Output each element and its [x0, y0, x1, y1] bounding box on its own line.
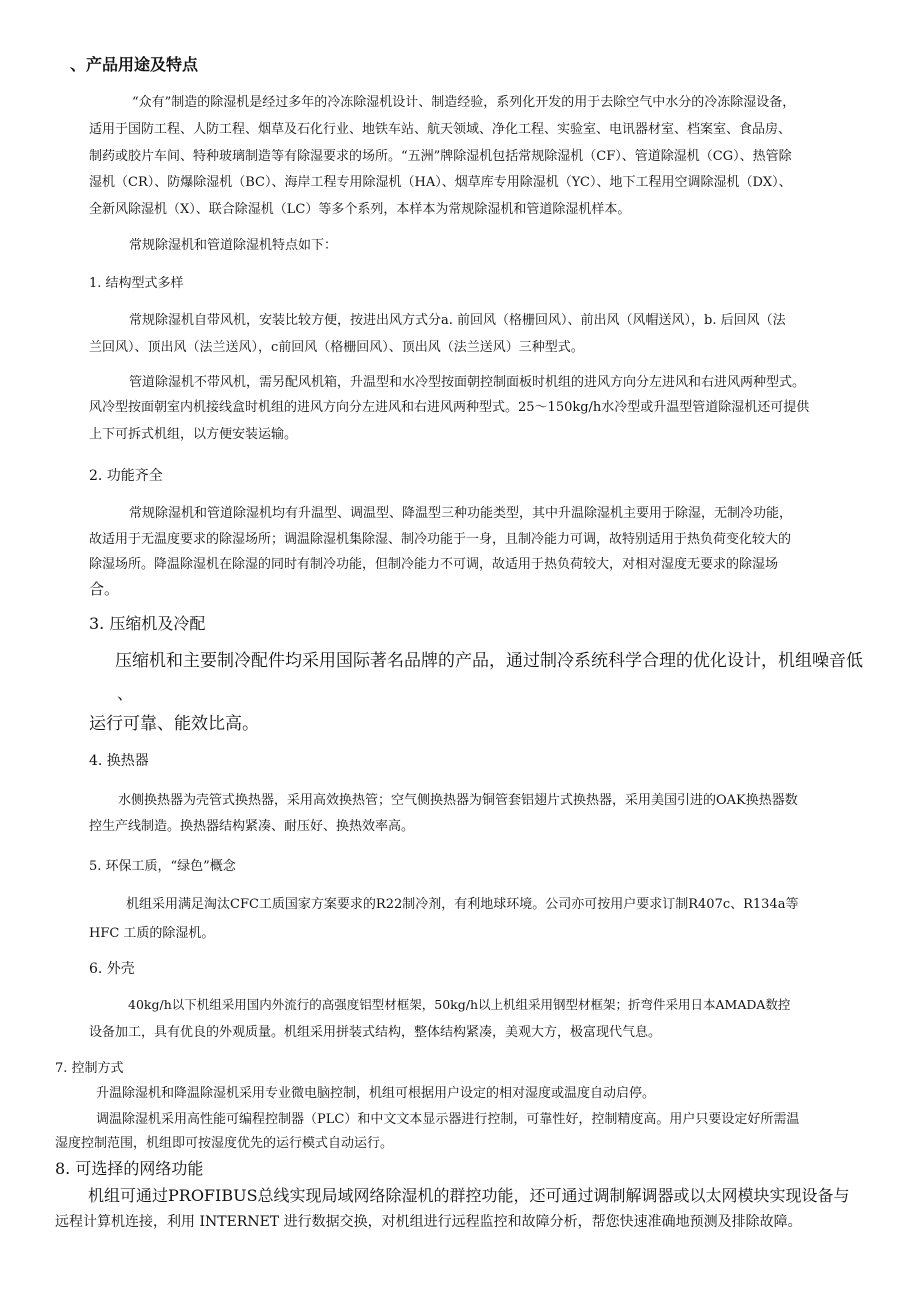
- section-heading: 4. 换热器: [89, 753, 149, 769]
- text-line: 设备加工，具有优良的外观质量。机组采用拼装式结构，整体结构紧凑，美观大方，极富现代气息。: [89, 1025, 662, 1040]
- text-line: 上下可拆式机组，以方便安装运输。: [89, 427, 298, 442]
- text-line: 兰回风）、顶出风（法兰送风），c前回风（格栅回风）、顶出风（法兰送风）三种型式。: [89, 340, 584, 355]
- text-line: 合。: [89, 580, 120, 598]
- section-heading: 7. 控制方式: [55, 1061, 124, 1076]
- text-line: 压缩机和主要制冷配件均采用国际著名品牌的产品，通过制冷系统科学合理的优化设计，机组噪音低: [115, 651, 863, 671]
- text-line: 运行可靠、能效比高。: [89, 714, 259, 734]
- section-heading: 8. 可选择的网络功能: [55, 1159, 204, 1178]
- text-line: 全新风除湿机（X）、联合除湿机（LC）等多个系列，本样本为常规除湿机和管道除湿机样本。: [89, 202, 631, 217]
- section-heading: 5. 环保工质，“绿色”概念: [89, 859, 236, 874]
- text-line: 40kg/h以下机组采用国内外流行的高强度铝型材框架，50kg/h以上机组采用钢型材框架；折弯件采用日本AMADA数控: [128, 997, 791, 1012]
- text-line: 湿机（CR）、防爆除湿机（BC）、海岸工程专用除湿机（HA）、烟草库专用除湿机（YC）、地下工程用空调除湿机（DX）、: [89, 175, 792, 190]
- text-line: 常规除湿机自带风机，安装比较方便，按进出风方式分a. 前回风（格栅回风）、前出风（风帽送风），b. 后回风（法: [129, 313, 786, 328]
- text-line: 制药或胶片车间、特种玻璃制造等有除湿要求的场所。“五洲”牌除湿机包括常规除湿机（CF）、管道除湿机（CG）、热管除: [89, 149, 792, 164]
- text-line: 管道除湿机不带风机，需另配风机箱，升温型和水冷型按面朝控制面板时机组的进风方向分左进风和右进风两种型式。: [129, 375, 806, 390]
- text-line: 湿度控制范围，机组即可按湿度优先的运行模式自动运行。: [55, 1136, 394, 1151]
- text-line: 常规除湿机和管道除湿机均有升温型、调温型、降温型三种功能类型，其中升温除湿机主要用于除湿，无制冷功能，: [129, 506, 793, 521]
- text-line: 调温除湿机采用高性能可编程控制器（PLC）和中文文本显示器进行控制，可靠性好，控制精度高。用户只要设定好所需温: [96, 1112, 800, 1127]
- text-line: 升温除湿机和降温除湿机采用专业微电脑控制，机组可根据用户设定的相对湿度或温度自动启停。: [96, 1086, 656, 1101]
- section-heading: 2. 功能齐全: [89, 468, 163, 484]
- text-line: 风冷型按面朝室内机接线盒时机组的进风方向分左进风和右进风两种型式。25～150kg/h水冷型或升温型管道除湿机还可提供: [89, 400, 810, 415]
- text-line: 控生产线制造。换热器结构紧凑、耐压好、换热效率高。: [89, 819, 415, 834]
- text-line: “众有”制造的除湿机是经过多年的冷冻除湿机设计、制造经验，系列化开发的用于去除空气中水分的冷冻除湿设备，: [132, 95, 796, 110]
- text-line: 机组采用满足淘汰CFC工质国家方案要求的R22制冷剂，有利地球环境。公司亦可按用户要求订制R407c、R134a等: [126, 897, 799, 912]
- section-heading: 6. 外壳: [89, 961, 135, 977]
- text-line: 水侧换热器为壳管式换热器，采用高效换热管；空气侧换热器为铜管套铝翅片式换热器，采用美国引进的OAK换热器数: [118, 793, 798, 808]
- text-line: 远程计算机连接，利用 INTERNET 进行数据交换，对机组进行远程监控和故障分析，帮您快速准确地预测及排除故障。: [55, 1214, 802, 1230]
- section-heading: 3. 压缩机及冷配: [89, 614, 206, 633]
- text-line: 适用于国防工程、人防工程、烟草及石化行业、地铁车站、航天领域、净化工程、实验室、电讯器材室、档案室、食品房、: [89, 122, 792, 137]
- section-heading: 1. 结构型式多样: [89, 276, 184, 291]
- text-line: 故适用于无温度要求的除湿场所；调温除湿机集除湿、制冷功能于一身，且制冷能力可调，故特别适用于热负荷变化较大的: [89, 532, 792, 547]
- page-title: 、产品用途及特点: [70, 55, 199, 74]
- text-line: HFC 工质的除湿机。: [89, 926, 215, 941]
- text-line: 除湿场所。降温除湿机在除湿的同时有制冷功能，但制冷能力不可调，故适用于热负荷较大，对相对湿度无要求的除湿场: [89, 557, 779, 572]
- text-line: 、: [117, 684, 134, 703]
- text-line: 机组可通过PROFIBUS总线实现局域网络除湿机的群控功能，还可通过调制解调器或以太网模块实现设备与: [88, 1186, 850, 1205]
- features-intro: 常规除湿机和管道除湿机特点如下：: [129, 238, 338, 253]
